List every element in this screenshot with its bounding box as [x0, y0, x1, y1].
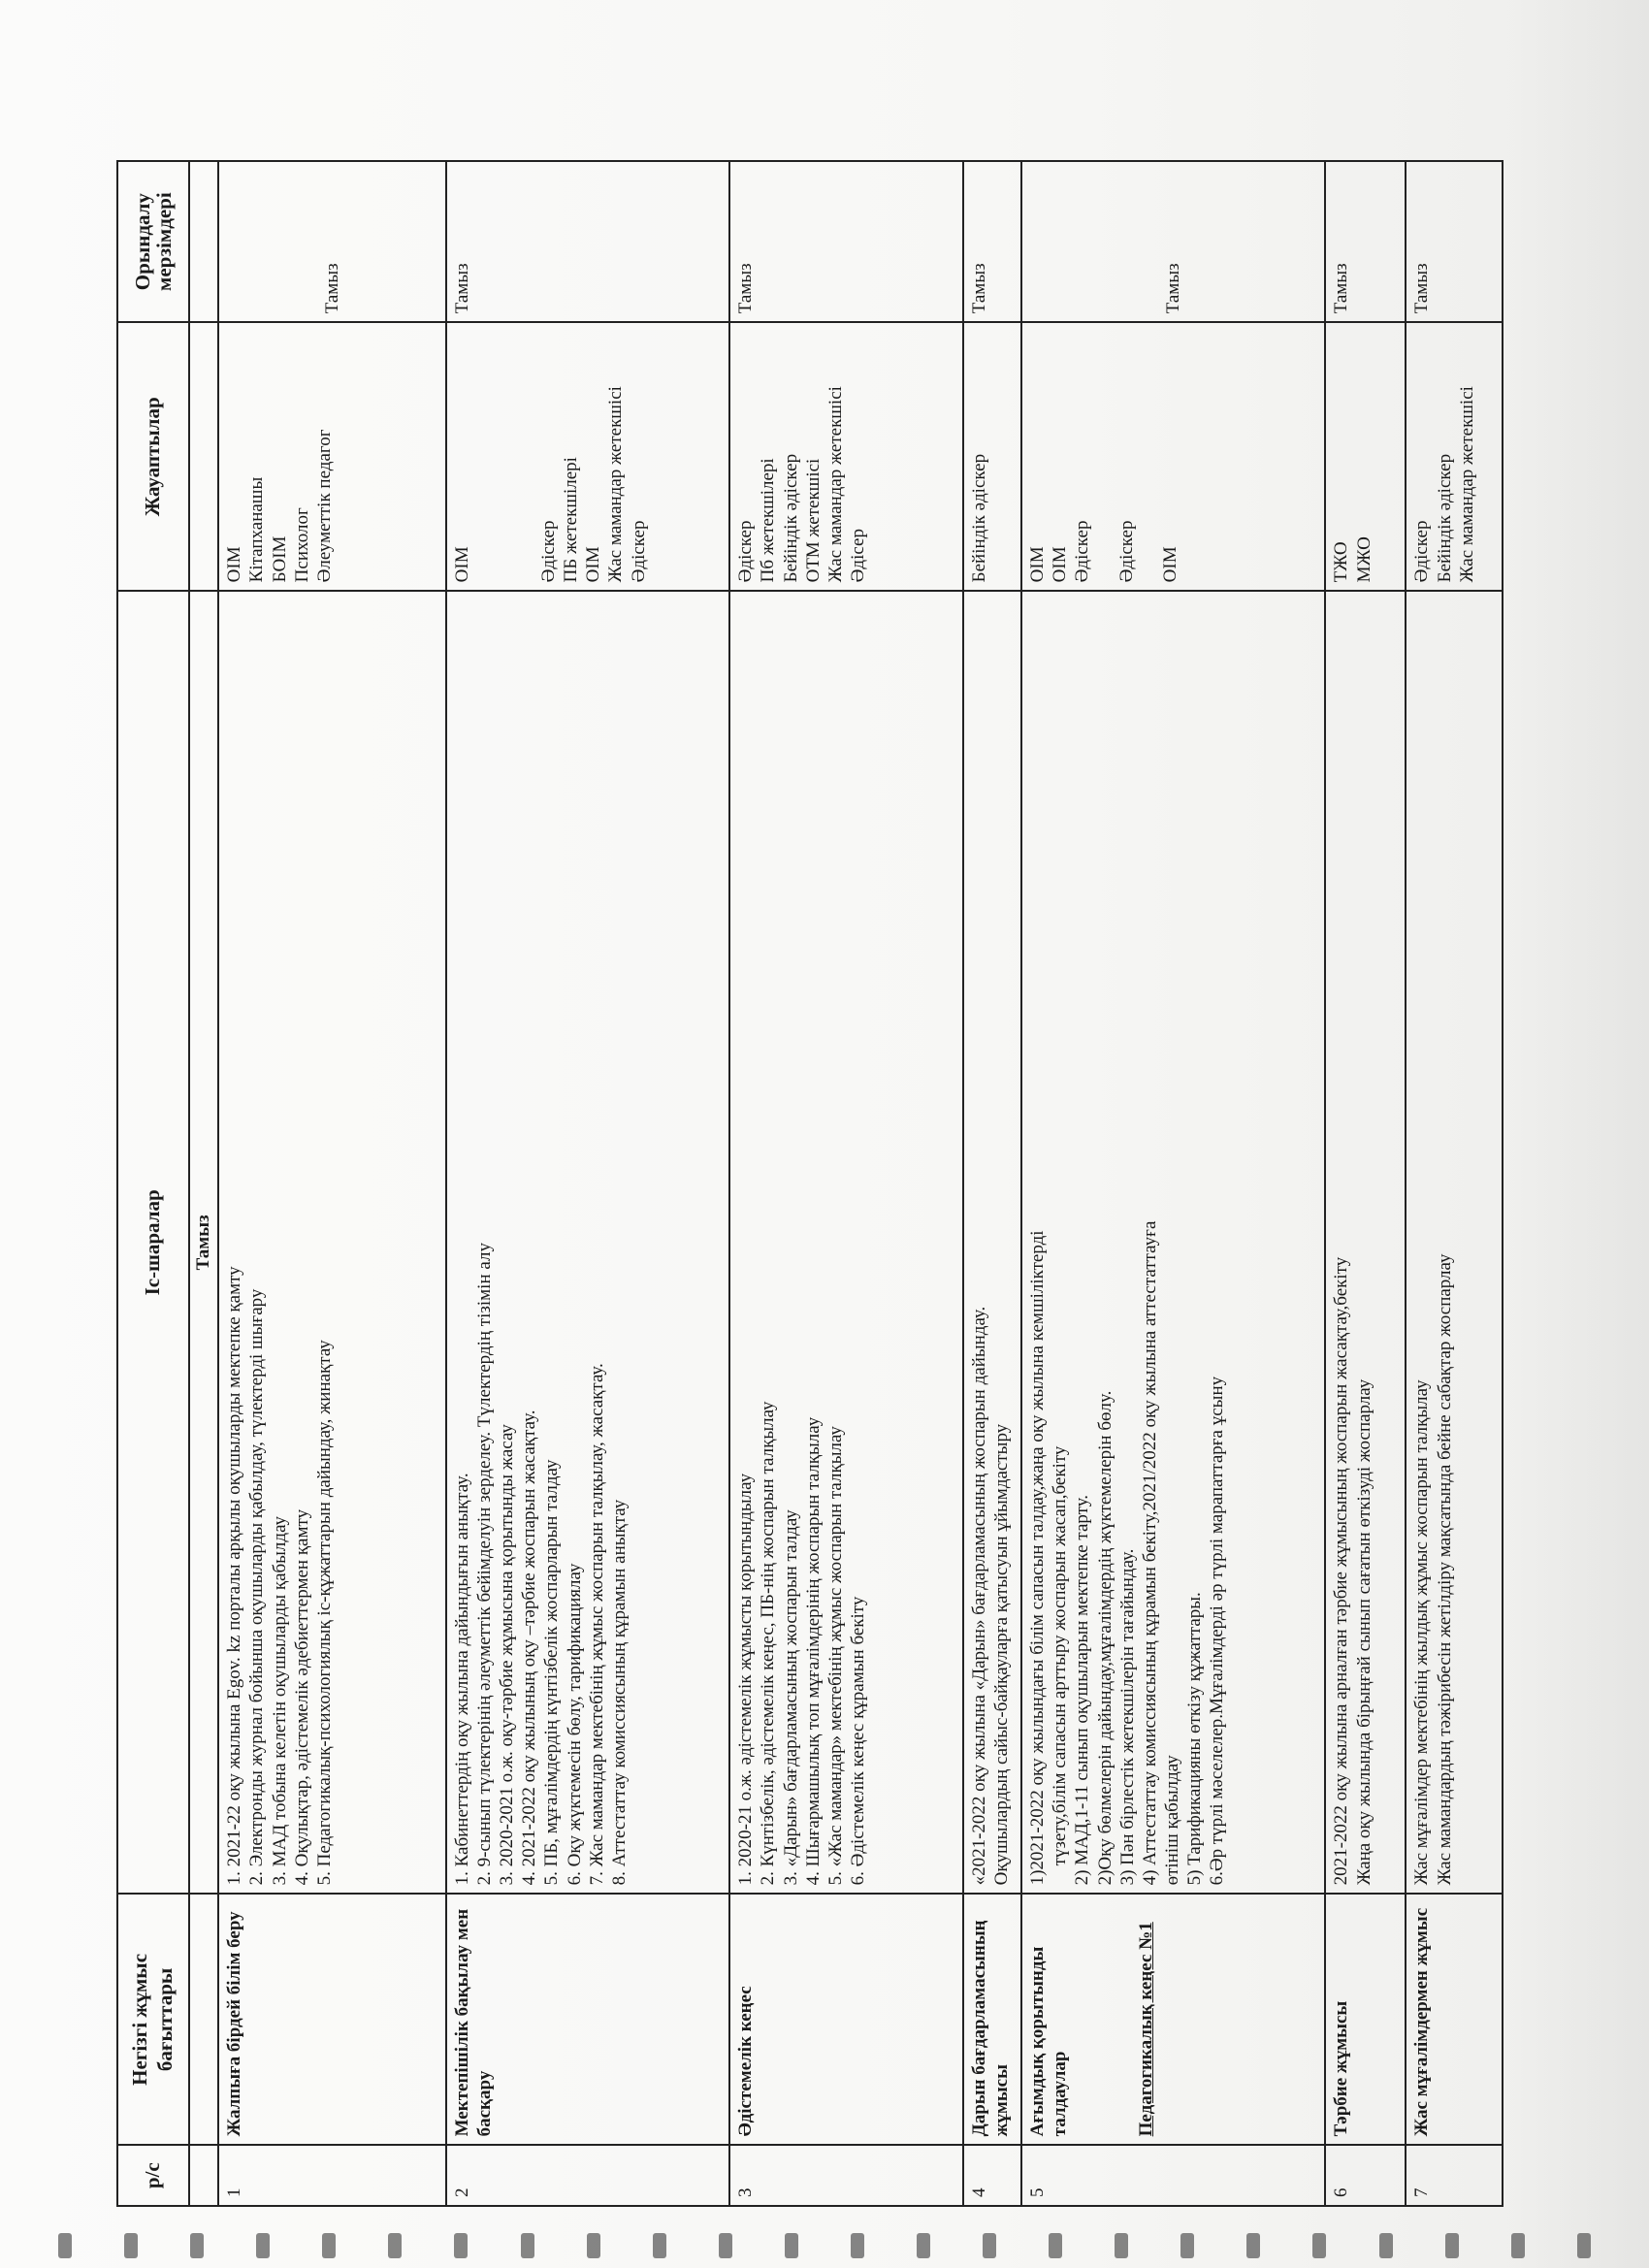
row-activities	[218, 591, 445, 1894]
row-num: 5	[1021, 2145, 1325, 2206]
row-num: 2	[446, 2145, 730, 2206]
header-term: Орындалу мерзімдері	[117, 161, 189, 322]
activity-item: 5. Педагогикалық-психологиялық іс-құжаттарын дайындау, жинақтау	[313, 1340, 335, 1886]
row-responsible: ТЖО МЖО	[1325, 322, 1406, 591]
header-direction: Негізгі жұмыс бағыттары	[117, 1894, 189, 2145]
row-term: Тамыз	[729, 161, 963, 322]
activity-item: 1. 2021-22 оқу жылына Egov. kz порталы арқылы оқушыларды мектепке қамту	[224, 1266, 245, 1886]
page-edge-shadow	[1504, 0, 1649, 2268]
row-responsible: ОІМ Әдіскер ПБ жетекшілері ОІМ Жас мамандар жетекшісі Әдіскер	[446, 322, 730, 591]
row-num: 7	[1406, 2145, 1503, 2206]
row-direction: Жалпыға бірдей білім беру	[218, 1894, 445, 2145]
row-term: Тамыз	[218, 161, 445, 322]
row-num: 3	[729, 2145, 963, 2206]
row-term: Тамыз	[1406, 161, 1503, 322]
table-row	[446, 161, 730, 2206]
row-direction: Мектепішілік бақылау мен басқару	[446, 1894, 730, 2145]
row-responsible: ОІМ Кітапханашы БОІМ Психолог Әлеуметтік педагог	[218, 322, 445, 591]
row-term: Тамыз	[446, 161, 730, 322]
month-row	[189, 161, 218, 2206]
row-num: 4	[963, 2145, 1021, 2206]
header-row	[117, 161, 189, 2206]
row-direction: Жас мұғалімдермен жұмыс	[1406, 1894, 1503, 2145]
row-responsible: Бейіндік әдіскер	[963, 322, 1021, 591]
binding-holes	[58, 2231, 1591, 2260]
activity-item: 2. Электронды журнал бойынша оқушыларды қабылдау, түлектерді шығару	[246, 1288, 268, 1886]
row-term: Тамыз	[1325, 161, 1406, 322]
table-row	[1325, 161, 1406, 2206]
row-activities: 1. Кабинеттердің оқу жылына дайындығын анықтау. 2. 9-сынып түлектерінің әлеуметтік бейімделуін зерделеу. Түлектердің тізімін алу 3. 2020-2021 о.ж. оқу-тәрбие жұмысына қорытынды жасау 4. 2021-2022 оқу жылының оқу –тәрбие жоспарын жасақтау. 5. ПБ, мұғалімдердің күнтізбелік жоспарларын талдау 6. Оқу жүктемесін бөлу, тарификациялау 7. Жас мамандар мектебінің жұмыс жоспарын талқылау, жасақтау. 8. Аттестаттау комиссиясының құрамын анықтау	[446, 591, 730, 1894]
row-responsible: Әдіскер Пб жетекшілері Бейіндік әдіскер ОТМ жетекшісі Жас мамандар жетекшісі Әдісер	[729, 322, 963, 591]
header-num: р/с	[117, 2145, 189, 2206]
pedagogical-council-label: Педагогикалық кеңес №1	[1136, 1922, 1157, 2137]
rotated-plan-table	[116, 160, 1504, 2207]
row-direction: Ағымдық қорытынды талдаулар Педагогикалық кеңес №1	[1021, 1894, 1325, 2145]
table-row	[1021, 161, 1325, 2206]
row-num: 1	[218, 2145, 445, 2206]
row-responsible: Әдіскер Бейіндік әдіскер Жас мамандар жетекшісі	[1406, 322, 1503, 591]
month-label: Тамыз	[189, 591, 218, 1894]
row-activities: Жас мұғалімдер мектебінің жылдық жұмыс жоспарын талқылау Жас мамандардың тәжірибесін жетілдіру мақсатында бейне сабақтар жоспарлау	[1406, 591, 1503, 1894]
row-activities: «2021-2022 оқу жылына «Дарын» бағдарламасының жоспарын дайындау. Оқушылардың сайыс-байқауларға қатысуын ұйымдастыру	[963, 591, 1021, 1894]
row-responsible: ОІМ ОІМ Әдіскер Әдіскер ОІМ	[1021, 322, 1325, 591]
row-direction: Тәрбие жұмысы	[1325, 1894, 1406, 2145]
row-term: Тамыз	[963, 161, 1021, 322]
row-activities: 1)2021-2022 оқу жылындағы білім сапасын талдау,жаңа оқу жылына кемшіліктерді түзету,білім сапасын арттыру жоспарын жасап,бекіту 2) МАД,1-11 сынып оқушыларын мектепке тарту. 2)Оқу бөлмелерін дайындау,мұғалімдердің жүктемелерін бөлу. 3) Пән бірлестік жетекшілерін тағайындау. 4) Аттестаттау комиссиясының құрамын бекіту,2021/2022 оқу жылына аттестаттауға өтініш қабылдау 5) Тарификацияны өткізу құжаттары. 6.Әр түрлі мәселелер.Мұғалімдерді әр түрлі марапаттарға ұсыну	[1021, 591, 1325, 1894]
row-num: 6	[1325, 2145, 1406, 2206]
activity-item: 4. Оқулықтар, әдістемелік әдебиеттермен қамту	[291, 1508, 312, 1886]
row-direction: Әдістемелік кеңес	[729, 1894, 963, 2145]
table-row	[963, 161, 1021, 2206]
header-responsible: Жауаптылар	[117, 322, 189, 591]
row-direction: Дарын бағдарламасының жұмысы	[963, 1894, 1021, 2145]
table-row	[729, 161, 963, 2206]
header-activities: Іс-шаралар	[117, 591, 189, 1894]
row-term: Тамыз	[1021, 161, 1325, 322]
table-row	[1406, 161, 1503, 2206]
work-plan-table	[116, 160, 1504, 2207]
row-activities: 1. 2020-21 о.ж. әдістемелік жұмысты қорытындылау 2. Күнтізбелік, әдістемелік кеңес, ПБ-нің жоспарын талқылау 3. «Дарын» бағдарламасының жоспарын талдау 4. Шығармашылық топ мұғалімдерінің жоспарын талқылау 5. «Жас мамандар» мектебінің жұмыс жоспарын талқылау 6. Әдістемелік кеңес құрамын бекіту	[729, 591, 963, 1894]
row-activities: 2021-2022 оқу жылына арналған тәрбие жұмысының жоспарын жасақтау,бекіту Жаңа оқу жылында бірыңғай сынып сағатын өткізуді жоспарлау	[1325, 591, 1406, 1894]
table-row	[218, 161, 445, 2206]
activity-item: 3. МАД тобына келетін оқушыларды қабылдау	[269, 1515, 290, 1886]
